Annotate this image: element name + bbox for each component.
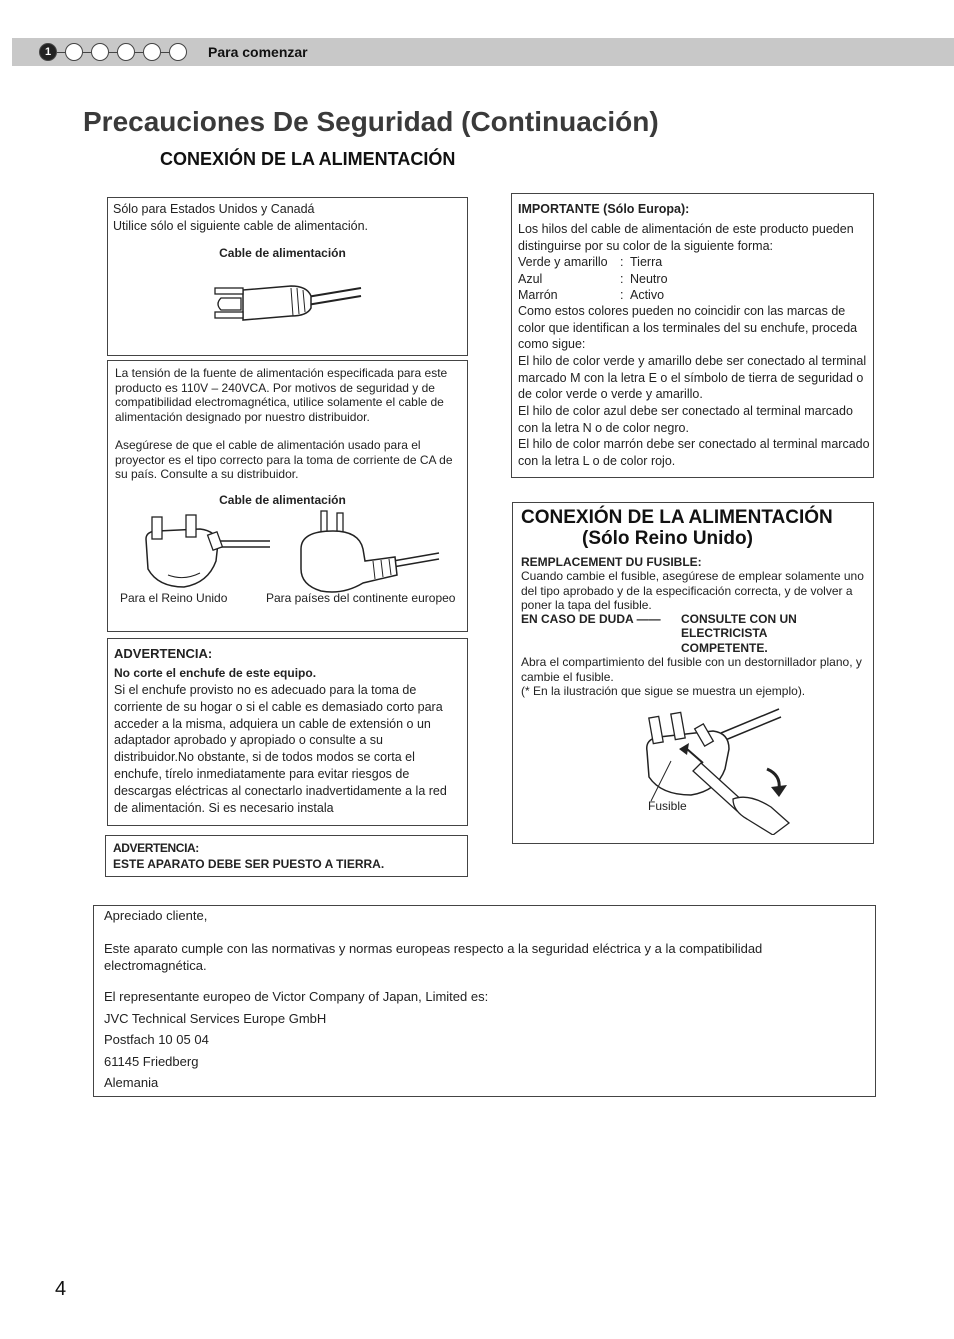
important-p3: El hilo de color azul debe ser conectado al terminal marcado con la letra N o de color negro. (518, 404, 853, 435)
chapter-dot (117, 43, 135, 61)
voltage-box (107, 360, 468, 632)
fuse-caption: Fusible (648, 799, 687, 813)
page-title: Precauciones De Seguridad (Continuación) (83, 106, 659, 137)
fuse-text: Cuando cambie el fusible, asegúrese de emplear solamente uno del tipo aprobado y de la especificación correcta, y de volver a poner la tapa del fusible. (521, 569, 864, 612)
important-europe-box (511, 193, 874, 478)
important-p1: Como estos colores pueden no coincidir con las marcas de color que identifican a los terminales del su enchufe, proceda como sigue: (518, 304, 858, 351)
doubt-line-1: CONSULTE CON UN (681, 612, 797, 626)
fuse-title: REMPLACEMENT DU FUSIBLE: (521, 555, 702, 569)
important-title: IMPORTANTE (Sólo Europa): (518, 202, 690, 216)
doubt-line-3: COMPETENTE. (681, 641, 768, 655)
voltage-text-2: Asegúrese de que el cable de alimentación usado para el proyector es el tipo correcto para la toma de corriente de CA de su país. Consulte a su distribuidor. (115, 438, 453, 481)
fuse-replacement-icon (641, 703, 791, 835)
wire-row: Azul : Neutro (518, 271, 668, 286)
warning-box (107, 638, 468, 826)
example-text: (* En la ilustración que sigue se muestra un ejemplo). (521, 684, 806, 698)
address-line-2: Postfach 10 05 04 (104, 1032, 209, 1047)
address-line-1: JVC Technical Services Europe GmbH (104, 1011, 327, 1026)
page-number: 4 (55, 1278, 67, 1300)
wire-color-table (518, 254, 668, 304)
chapter-dot (91, 43, 109, 61)
chapter-dot (169, 43, 187, 61)
chapter-dot (65, 43, 83, 61)
page-subtitle: CONEXIÓN DE LA ALIMENTACIÓN (160, 149, 456, 169)
cable-label-eu: Cable de alimentación (219, 493, 346, 507)
earth-warning-box (105, 835, 468, 877)
customer-p1: Este aparato cumple con las normativas y normas europeas respecto a la seguridad eléctrica y a la compatibilidad electromagnética. (104, 941, 763, 973)
open-fuse-text: Abra el compartimiento del fusible con un destornillador plano, y cambie el fusible. (521, 655, 862, 684)
earth-warning-title: ADVERTENCIA: (113, 841, 199, 855)
uk-only-box (512, 502, 874, 844)
us-canada-text-1: Sólo para Estados Unidos y Canadá (113, 202, 315, 216)
chapter-progress-dots (39, 43, 187, 61)
warning-text: Si el enchufe provisto no es adecuado para la toma de corriente de su hogar o si el cable es demasiado corto para acceder a la misma, adquiera un cable de extensión o un adaptador aprobado y apropiado o consulte a su distribuidor.No obstante, si de todos modos se corta el enchufe, tírelo inmediatamente para evitar riesgos de descargas eléctricas al conectarlo inadvertidamente a la red de alimentación. Si es necesario instala (114, 683, 447, 815)
warning-title: ADVERTENCIA: (114, 646, 213, 661)
chapter-number: 1 (44, 46, 52, 58)
uk-plug-caption: Para el Reino Unido (120, 591, 228, 605)
important-p4: El hilo de color marrón debe ser conectado al terminal marcado con la letra L o de color rojo. (518, 437, 870, 468)
eu-plug-caption: Para países del continente europeo (266, 591, 456, 605)
customer-notice-box (93, 905, 876, 1097)
eu-plug-icon (293, 509, 443, 597)
uk-plug-icon (138, 511, 273, 591)
us-plug-icon (211, 276, 367, 334)
address-line-3: 61145 Friedberg (104, 1054, 199, 1069)
customer-p2: El representante europeo de Victor Company of Japan, Limited es: (104, 989, 489, 1004)
wire-row: Marrón : Activo (518, 288, 665, 302)
section-header-bar (12, 38, 954, 66)
uk-box-title: CONEXIÓN DE LA ALIMENTACIÓN (521, 507, 833, 528)
address-line-4: Alemania (104, 1075, 159, 1090)
important-intro: Los hilos del cable de alimentación de este producto pueden distinguirse por su color de la siguiente forma: (518, 222, 854, 253)
cable-label-us: Cable de alimentación (219, 246, 346, 260)
section-label: Para comenzar (208, 44, 308, 60)
chapter-dot-active (39, 43, 57, 61)
us-canada-box (107, 197, 468, 356)
important-p2: El hilo de color verde y amarillo debe ser conectado al terminal marcado M con la letra E o el símbolo de tierra de seguridad o de color verde o verde y amarillo. (518, 354, 867, 401)
voltage-text: La tensión de la fuente de alimentación especificada para este producto es 110V – 240VCA. Por motivos de seguridad y de compatibilidad electromagnética, utilice solamente el cable de alimentación designado por nuestro distribuidor. (115, 366, 448, 424)
wire-row: Verde y amarillo : Tierra (518, 255, 663, 269)
doubt-label: EN CASO DE DUDA —— (521, 612, 661, 626)
doubt-line-2: ELECTRICISTA (681, 626, 768, 640)
chapter-dot (143, 43, 161, 61)
warning-subtitle: No corte el enchufe de este equipo. (114, 666, 317, 680)
uk-box-title-2: (Sólo Reino Unido) (582, 528, 753, 549)
earth-warning-text: ESTE APARATO DEBE SER PUESTO A TIERRA. (113, 857, 385, 871)
us-canada-text-2: Utilice sólo el siguiente cable de alimentación. (113, 219, 369, 233)
customer-greeting: Apreciado cliente, (104, 908, 208, 923)
